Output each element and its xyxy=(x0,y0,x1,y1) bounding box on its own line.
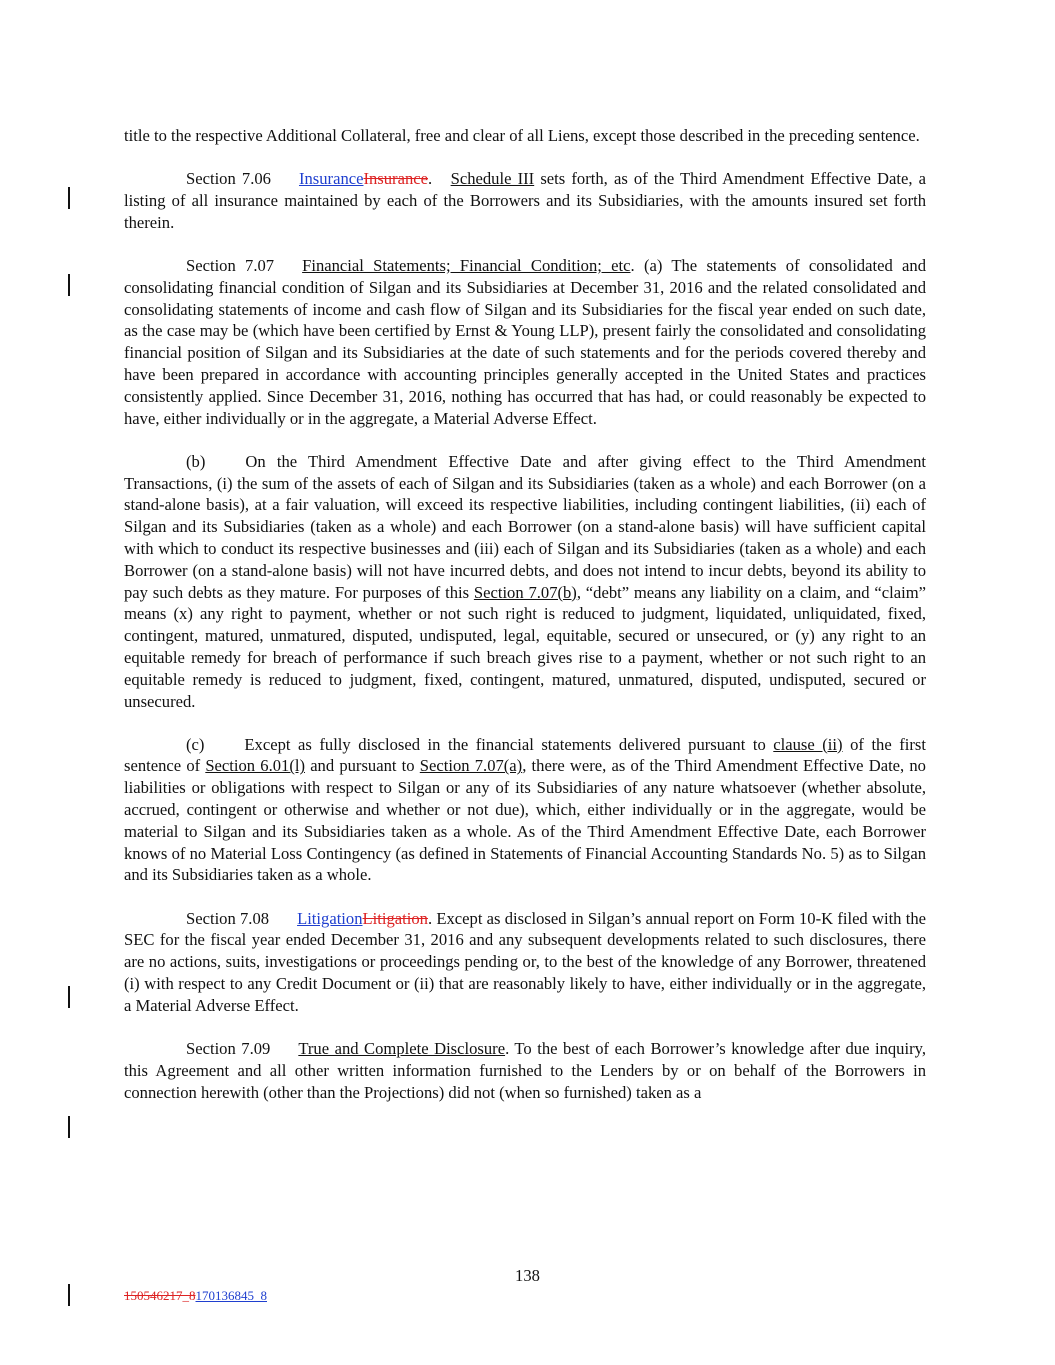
change-bar xyxy=(68,274,70,296)
clause-body: and pursuant to xyxy=(305,756,420,776)
intro-paragraph: title to the respective Additional Collateral, free and clear of all Liens, except those described in the preceding sentence. xyxy=(124,126,920,145)
change-bar xyxy=(68,187,70,209)
section-7-06 xyxy=(124,168,926,233)
document-id xyxy=(124,1288,267,1304)
document-body xyxy=(124,125,926,1125)
clause-body: , “debt” means any liability on a claim, and “claim” means (x) any right to payment, whether or not such right is reduced to judgment, liquidated, unliquidated, fixed, contingent, matured, unmatured, disputed, undisputed, legal, equitable, secured or unsecured, or (y) any right to an equitable remedy for breach of performance if such breach gives rise to a payment, whether or not such right to an equitable remedy is reduced to judgment, fixed, contingent, matured, unmatured, disputed, undisputed, secured or unsecured. xyxy=(124,582,926,711)
deleted-doc-id: 150546217_8 xyxy=(124,1288,196,1303)
section-title: Financial Statements; Financial Condition; etc xyxy=(302,255,631,275)
punctuation: . xyxy=(427,169,433,189)
section-reference: Section 6.01(l) xyxy=(205,756,305,776)
inserted-doc-id: 170136845_8 xyxy=(195,1288,267,1303)
clause-body: of the first sentence of xyxy=(124,734,926,776)
section-7-07 xyxy=(124,255,926,429)
clause-body: On the Third Amendment Effective Date and after giving effect to the Third Amendment Transactions, (i) the sum of the assets of each of Silgan and its Subsidiaries (taken as a whole) and each Borrower (on a stand-alone basis), at a fair valuation, will exceed its respective liabilities, including contingent liabilities, (ii) each of Silgan and its Subsidiaries (taken as a whole) and each Borrower (on a stand-alone basis) will have sufficient capital with which to conduct its respective businesses and (iii) each of Silgan and its Subsidiaries (taken as a whole) and each Borrower (on a stand-alone basis) will not have incurred debts, and does not intend to incur debts, beyond its ability to pay such debts as they mature. For purposes of this xyxy=(124,451,926,602)
change-bar xyxy=(68,1284,70,1306)
inserted-title: Litigation xyxy=(297,908,363,928)
section-label: Section 7.07 xyxy=(186,255,275,275)
section-label: Section 7.06 xyxy=(186,169,271,189)
section-body: . Except as disclosed in Silgan’s annual report on Form 10-K filed with the SEC for the fiscal year ended December 31, 2016 and any subsequent developments related to such disclosures, there are no actions, suits, investigations or proceedings pending or, to the best of the knowledge of any Borrower, threatened (i) with respect to any Credit Document or (ii) that are reasonably likely to have, either individually or in the aggregate, a Material Adverse Effect. xyxy=(124,908,926,1015)
clause-body: , there were, as of the Third Amendment Effective Date, no liabilities or obligations with respect to Silgan or any of its Subsidiaries of any nature whatsoever (whether absolute, accrued, contingent or otherwise and whether or not due), which, either individually or in the aggregate, would be material to Silgan and its Subsidiaries taken as a whole. As of the Third Amendment Effective Date, each Borrower knows of no Material Loss Contingency (as defined in Statements of Financial Accounting Standards No. 5) as to Silgan and its Subsidiaries taken as a whole. xyxy=(124,756,926,885)
deleted-title: Insurance xyxy=(363,169,428,189)
page-number: 138 xyxy=(515,1266,540,1285)
section-7-07-b xyxy=(124,451,926,713)
section-body: . To the best of each Borrower’s knowledge after due inquiry, this Agreement and all other written information furnished to the Lenders by or on behalf of the Borrowers in connection herewith (other than the Projections) did not (when so furnished) taken as a xyxy=(124,1039,926,1102)
inserted-title: Insurance xyxy=(298,169,364,189)
deleted-title: Litigation xyxy=(362,908,428,928)
section-reference: Section 7.07(b) xyxy=(473,582,577,602)
clause-reference: clause (ii) xyxy=(773,734,843,754)
section-body: sets forth, as of the Third Amendment Effective Date, a listing of all insurance maintained by each of the Borrowers and its Subsidiaries, with the amounts insured set forth therein. xyxy=(124,169,926,232)
section-7-07-c xyxy=(124,734,926,887)
section-7-08 xyxy=(124,908,926,1017)
section-label: Section 7.09 xyxy=(186,1039,271,1059)
change-bar xyxy=(68,986,70,1008)
clause-label: (b) xyxy=(186,451,206,471)
change-bar xyxy=(68,1116,70,1138)
section-reference: Section 7.07(a) xyxy=(419,756,523,776)
section-7-09 xyxy=(124,1038,926,1103)
clause-body: Except as fully disclosed in the financial statements delivered pursuant to xyxy=(244,734,774,754)
section-title: True and Complete Disclosure xyxy=(298,1039,506,1059)
schedule-reference: Schedule III xyxy=(450,169,535,189)
section-label: Section 7.08 xyxy=(186,908,270,928)
section-body: . (a) The statements of consolidated and consolidating financial condition of Silgan and its Subsidiaries at December 31, 2016 and the related consolidated and consolidating statements of income and cash flow of Silgan and its Subsidiaries for the fiscal year ended on such date, as the case may be (which have been certified by Ernst & Young LLP), present fairly the consolidated and consolidating financial position of Silgan and its Subsidiaries at the date of such statements and for the periods covered thereby and have been prepared in accordance with accounting principles generally accepted in the United States and practices consistently applied. Since December 31, 2016, nothing has occurred that has had, or could reasonably be expected to have, either individually or in the aggregate, a Material Adverse Effect. xyxy=(124,255,926,428)
clause-label: (c) xyxy=(186,734,205,754)
